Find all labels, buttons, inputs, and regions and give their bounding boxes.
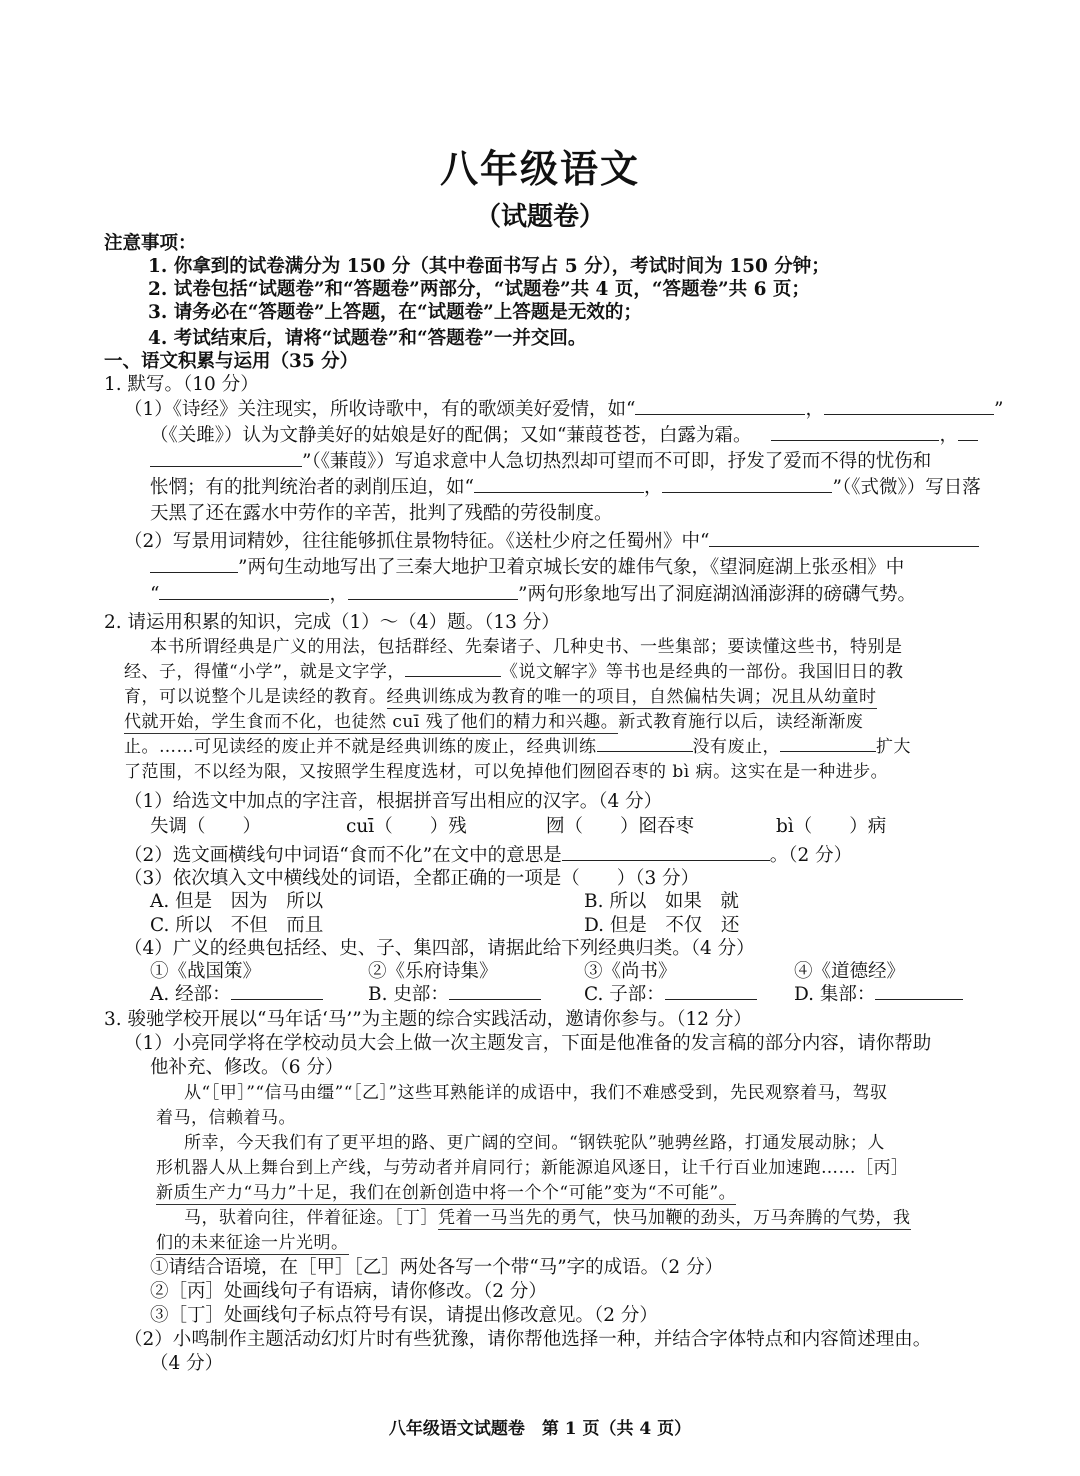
option-a[interactable]: A. 但是 因为 所以 bbox=[150, 891, 324, 912]
notice-item: 3. 请务必在“答题卷”上答题，在“试题卷”上答题是无效的； bbox=[148, 302, 642, 323]
speech-line: 着马，信赖着马。 bbox=[156, 1108, 296, 1128]
notice-item: 4. 考试结束后，请将“试题卷”和“答题卷”一并交回。 bbox=[148, 328, 587, 349]
page-subtitle: （试题卷） bbox=[474, 202, 605, 232]
passage-line: 经、子，得懂“小学”，就是文字学， 《说文解字》等书也是经典的一部份。我国旧日的教 bbox=[124, 662, 904, 682]
notice-heading: 注意事项： bbox=[104, 233, 197, 254]
passage-line: 本书所谓经典是广义的用法，包括群经、先秦诸子、几种史书、一些集部；要读懂这些书，特别是 bbox=[150, 637, 903, 657]
answer-blank[interactable] bbox=[958, 424, 978, 441]
answer-blank[interactable] bbox=[562, 844, 770, 861]
question-2-heading: 2. 请运用积累的知识，完成（1）～（4）题。（13 分） bbox=[104, 612, 560, 633]
category-item: B. 史部： bbox=[368, 983, 541, 1007]
q2-sub1-heading: （1）给选文中加点的字注音，根据拼音写出相应的汉字。（4 分） bbox=[124, 791, 663, 812]
answer-blank[interactable] bbox=[231, 983, 323, 1000]
speech-line: 形机器人从上舞台到上产线，与劳动者并肩同行；新能源追风逐日，让千行百业加速跑……［丙］ bbox=[156, 1158, 909, 1178]
option-d[interactable]: D. 但是 不仅 还 bbox=[584, 915, 740, 936]
speech-line: 新质生产力“马力”十足，我们在创新创造中将一个个“可能”变为“不可能”。 bbox=[156, 1183, 737, 1203]
answer-blank[interactable] bbox=[474, 476, 644, 493]
book-item: ③《尚书》 bbox=[584, 961, 677, 982]
page-footer: 八年级语文试题卷 第 1 页（共 4 页） bbox=[388, 1419, 692, 1439]
pinyin-item[interactable]: 失调（ ） bbox=[150, 816, 262, 837]
speech-line: 们的未来征途一片光明。 bbox=[156, 1233, 349, 1253]
q1-line: 怅惘；有的批判统治者的剥削压迫，如“ ， ”（《式微》）写日落 bbox=[150, 477, 981, 498]
section-heading: 一、语文积累与运用（35 分） bbox=[104, 351, 359, 372]
category-item: C. 子部： bbox=[584, 983, 757, 1007]
q1-line: （1）《诗经》关注现实，所收诗歌中，有的歌颂美好爱情，如“ ， ” bbox=[124, 399, 1004, 420]
q3-line: （4 分） bbox=[150, 1353, 224, 1374]
option-c[interactable]: C. 所以 不但 而且 bbox=[150, 915, 324, 936]
q3-line: （2）小鸣制作主题活动幻灯片时有些犹豫，请你帮他选择一种，并结合字体特点和内容简述理由。 bbox=[124, 1329, 932, 1350]
answer-blank[interactable] bbox=[709, 530, 979, 547]
answer-blank[interactable] bbox=[159, 583, 329, 600]
passage-line: 代就开始，学生食而不化，也徒然 cuī 残了他们的精力和兴趣。新式教育施行以后，读经渐渐废 bbox=[124, 712, 864, 732]
q1-line: （《关雎》）认为文静美好的姑娘是好的配偶；又如“蒹葭苍苍，白露为霜。 ， bbox=[150, 424, 978, 448]
pinyin-item[interactable]: 囫（ ）囵吞枣 bbox=[546, 816, 695, 837]
book-item: ④《道德经》 bbox=[794, 961, 906, 982]
answer-blank[interactable] bbox=[348, 583, 518, 600]
answer-blank[interactable] bbox=[662, 476, 832, 493]
q1-line: “ ， ”两句形象地写出了洞庭湖汹涌澎湃的磅礴气势。 bbox=[150, 584, 916, 605]
q3-line: 他补充、修改。（6 分） bbox=[150, 1057, 344, 1078]
speech-line: 从“［甲］”“信马由缰”“［乙］”这些耳熟能详的成语中，我们不难感受到，先民观察着马，驾驭 bbox=[184, 1083, 888, 1103]
answer-blank[interactable] bbox=[597, 735, 693, 752]
answer-blank[interactable] bbox=[665, 983, 757, 1000]
answer-blank[interactable] bbox=[875, 983, 963, 1000]
q3-subitem: ①请结合语境，在［甲］［乙］两处各写一个带“马”字的成语。（2 分） bbox=[150, 1257, 724, 1278]
q1-line: ”（《蒹葭》）写追求意中人急切热烈却可望而不可即，抒发了爱而不得的忧伤和 bbox=[150, 450, 931, 474]
answer-blank[interactable] bbox=[405, 660, 501, 677]
option-b[interactable]: B. 所以 如果 就 bbox=[584, 891, 739, 912]
speech-line: 马，驮着向往，伴着征途。［丁］凭着一马当先的勇气，快马加鞭的劲头，万马奔腾的气势，我 bbox=[184, 1208, 911, 1228]
speech-line: 所幸，今天我们有了更平坦的路、更广阔的空间。“钢铁驼队”驰骋丝路，打通发展动脉；人 bbox=[184, 1133, 885, 1153]
answer-blank[interactable] bbox=[824, 398, 994, 415]
notice-item: 1. 你拿到的试卷满分为 150 分（其中卷面书写占 5 分），考试时间为 150 分钟； bbox=[148, 256, 830, 277]
answer-blank[interactable] bbox=[150, 556, 238, 573]
passage-line: 育，可以说整个儿是读经的教育。经典训练成为教育的唯一的项目，自然偏枯失调；况且从幼童时 bbox=[124, 687, 877, 707]
book-item: ①《战国策》 bbox=[150, 961, 262, 982]
category-item: A. 经部： bbox=[150, 983, 323, 1007]
answer-blank[interactable] bbox=[771, 424, 939, 441]
passage-line: 了范围，不以经为限，又按照学生程度选材，可以免掉他们囫囵吞枣的 bì 病。这实在是一种进步。 bbox=[124, 762, 889, 782]
question-3-heading: 3. 骏驰学校开展以“马年话‘马’”为主题的综合实践活动，邀请你参与。（12 分） bbox=[104, 1009, 752, 1030]
notice-item: 2. 试卷包括“试题卷”和“答题卷”两部分，“试题卷”共 4 页，“答题卷”共 6 页； bbox=[148, 279, 810, 300]
category-item: D. 集部： bbox=[794, 983, 963, 1007]
page-title: 八年级语文 bbox=[439, 146, 640, 191]
book-item: ②《乐府诗集》 bbox=[368, 961, 498, 982]
answer-blank[interactable] bbox=[635, 398, 805, 415]
q3-subitem: ②［丙］处画线句子有语病，请你修改。（2 分） bbox=[150, 1281, 547, 1302]
passage-line: 止。……可见读经的废止并不就是经典训练的废止，经典训练 没有废止， 扩大 bbox=[124, 737, 911, 757]
pinyin-item[interactable]: cuī（ ）残 bbox=[346, 816, 467, 837]
q2-sub4-heading: （4）广义的经典包括经、史、子、集四部，请据此给下列经典归类。（4 分） bbox=[124, 938, 755, 959]
question-1-heading: 1. 默写。（10 分） bbox=[104, 374, 259, 395]
q1-line: 天黑了还在露水中劳作的辛苦，批判了残酷的劳役制度。 bbox=[150, 503, 613, 524]
q3-subitem: ③［丁］处画线句子标点符号有误，请提出修改意见。（2 分） bbox=[150, 1305, 658, 1326]
answer-blank[interactable] bbox=[150, 450, 302, 467]
pinyin-item[interactable]: bì（ ）病 bbox=[776, 816, 887, 837]
answer-blank[interactable] bbox=[449, 983, 541, 1000]
q1-line: （2）写景用词精妙，往往能够抓住景物特征。《送杜少府之任蜀州》中“ bbox=[124, 530, 979, 554]
answer-blank[interactable] bbox=[780, 735, 876, 752]
q1-line: ”两句生动地写出了三秦大地护卫着京城长安的雄伟气象，《望洞庭湖上张丞相》中 bbox=[150, 556, 904, 580]
q2-sub2: （2）选文画横线句中词语“食而不化”在文中的意思是 。（2 分） bbox=[124, 845, 853, 866]
q3-line: （1）小亮同学将在学校动员大会上做一次主题发言，下面是他准备的发言稿的部分内容，请你帮助 bbox=[124, 1033, 932, 1054]
q2-sub3-heading: （3）依次填入文中横线处的词语，全都正确的一项是（ ）（3 分） bbox=[124, 868, 700, 889]
